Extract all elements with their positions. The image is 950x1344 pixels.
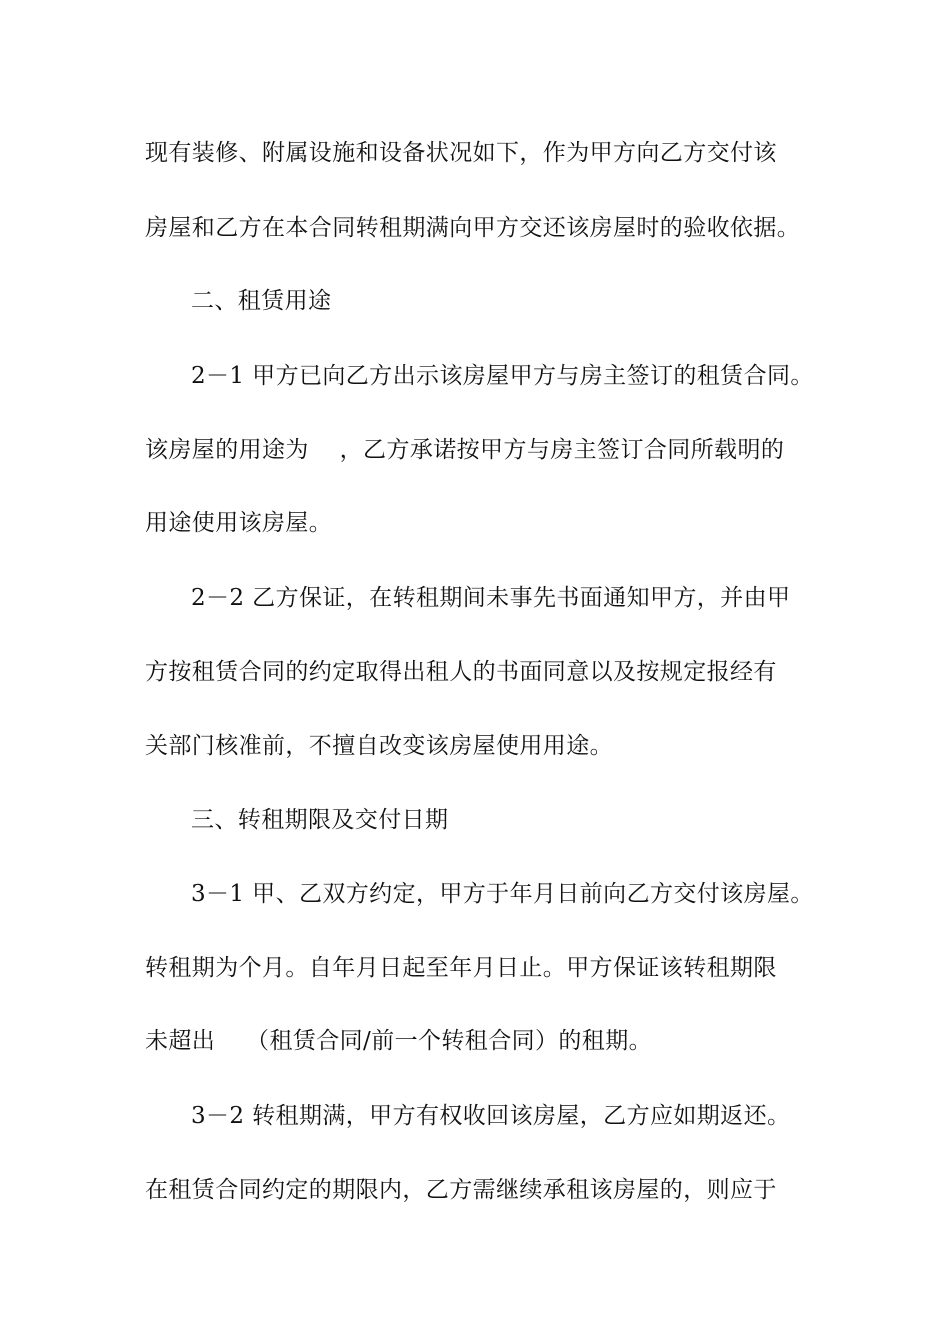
paragraph-line: 房屋和乙方在本合同转租期满向甲方交还该房屋时的验收依据。 [145,215,801,241]
paragraph-line: 方按租赁合同的约定取得出租人的书面同意以及按规定报经有 [145,659,777,685]
paragraph-line: 2－1 甲方已向乙方出示该房屋甲方与房主签订的租赁合同。 [191,363,814,389]
section-heading: 三、转租期限及交付日期 [191,807,449,833]
paragraph-line: 用途使用该房屋。 [145,510,333,536]
paragraph-line: 3－1 甲、乙双方约定，甲方于年月日前向乙方交付该房屋。 [191,881,814,907]
paragraph-line: 转租期为个月。自年月日起至年月日止。甲方保证该转租期限 [145,955,777,981]
paragraph-line: 该房屋的用途为 ，乙方承诺按甲方与房主签订合同所载明的 [145,437,785,463]
paragraph-line: 3－2 转租期满，甲方有权收回该房屋，乙方应如期返还。 [191,1103,791,1129]
paragraph-line: 现有装修、附属设施和设备状况如下，作为甲方向乙方交付该 [145,140,777,166]
paragraph-line: 关部门核准前，不擅自改变该房屋使用用途。 [145,733,613,759]
paragraph-line: 在租赁合同约定的期限内，乙方需继续承租该房屋的，则应于 [145,1177,777,1203]
paragraph-line: 2－2 乙方保证，在转租期间未事先书面通知甲方，并由甲 [191,585,791,611]
paragraph-line: 未超出 （租赁合同/前一个转租合同）的租期。 [145,1028,652,1054]
section-heading: 二、租赁用途 [191,288,332,314]
